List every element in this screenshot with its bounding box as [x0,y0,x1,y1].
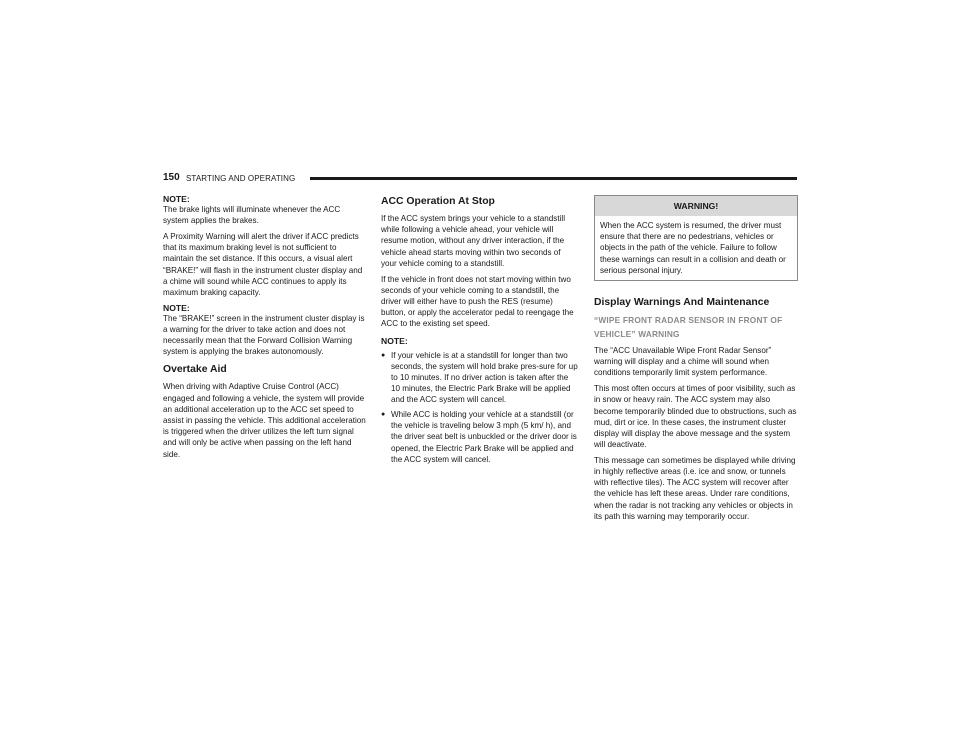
radar-warning-text: The “ACC Unavailable Wipe Front Radar Sensor” warning will display and a chime will sound when conditions temporarily limit system performance. [594,346,772,378]
warning-text: When the ACC system is resumed, the driver must ensure that there are no pedestrians, vehicles or objects in the path of the vehicle. Failure to follow these warnings can result in a collision and death or serious personal injury. [600,221,786,275]
header-rule [310,177,797,180]
page-header [163,172,797,186]
radar-warning-text: This message can sometimes be displayed while driving in highly reflective areas (i.e. ice and snow, or tunnels with reflective tiles). The ACC system will recover after the vehicle has left these areas. Under rare conditions, when the radar is not tracking any vehicles or objects in its path this warning may temporarily occur. [594,455,796,521]
note-bullet-list [381,350,578,466]
bullet-icon: ● [381,411,386,419]
display-warnings-heading: Display Warnings And Maintenance [594,297,770,309]
column-left [163,194,368,464]
bullet-icon: ● [381,351,386,359]
list-item-text: While ACC is holding your vehicle at a standstill (or the vehicle is traveling below 3 mph (5 km/ h), and the driver seat belt is unbuckled or the driver door is opened, the Electric Park Brake will be applied and the ACC system will cancel. [391,410,577,464]
column-right [594,195,798,527]
proximity-warning-text: A Proximity Warning will alert the driver if ACC predicts that its maximum braking level is not sufficient to maintain the set distance. If this occurs, a visual alert “BRAKE!” will flash in the instrument cluster display and a chime will sound while ACC continues to apply its maximum braking capacity. [163,231,363,297]
acc-stop-text: If the ACC system brings your vehicle to a standstill while following a vehicle ahead, your vehicle will resume motion, without any driver interaction, if the vehicle ahead starts moving within two seconds of your vehicle coming to a standstill. [381,214,565,268]
warning-box [594,195,798,281]
page-number: 150 [163,172,180,183]
list-item [381,409,578,465]
radar-warning-subheading: “WIPE FRONT RADAR SENSOR IN FRONT OF VEHICLE” WARNING [594,315,783,339]
list-item [381,350,578,406]
radar-warning-text: This most often occurs at times of poor visibility, such as in snow or heavy rain. The ACC system may also become temporarily blinded due to obstructions, such as mud, dirt or ice. In these cases, the instrument cluster display will display the above message and the system will deactivate. [594,384,797,450]
note-label: NOTE: [163,302,190,313]
overtake-aid-heading: Overtake Aid [163,364,227,376]
note-text: The “BRAKE!” screen in the instrument cluster display is a warning for the driver to take action and does not necessarily mean that the Forward Collision Warning system is applying the brakes autonomously. [163,313,365,357]
acc-stop-heading: ACC Operation At Stop [381,196,495,207]
warning-title: WARNING! [595,196,797,216]
acc-stop-text: If the vehicle in front does not start moving within two seconds of your vehicle coming to a standstill, the driver will either have to push the RES (resume) button, or apply the accelerator pedal to reengage the ACC to the existing set speed. [381,274,574,329]
note-label: NOTE: [163,194,190,204]
note-label: NOTE: [381,335,408,346]
note-text: The brake lights will illuminate whenever the ACC system applies the brakes. [163,205,341,226]
list-item-text: If your vehicle is at a standstill for longer than two seconds, the system will hold brake pres-sure for up to 10 minutes. If no driver action is taken after the 10 minutes, the Electric Park Brake will be applied and the ACC system will cancel. [391,350,578,405]
overtake-aid-text: When driving with Adaptive Cruise Control (ACC) engaged and following a vehicle, the system will provide an additional acceleration up to the ACC set speed to assist in passing the vehicle. This additional acceleration is triggered when the driver utilizes the left turn signal and will only be active when passing on the left hand side. [163,382,366,459]
warning-text-container [595,216,797,280]
column-middle [381,195,578,469]
section-title: STARTING AND OPERATING [186,174,296,183]
